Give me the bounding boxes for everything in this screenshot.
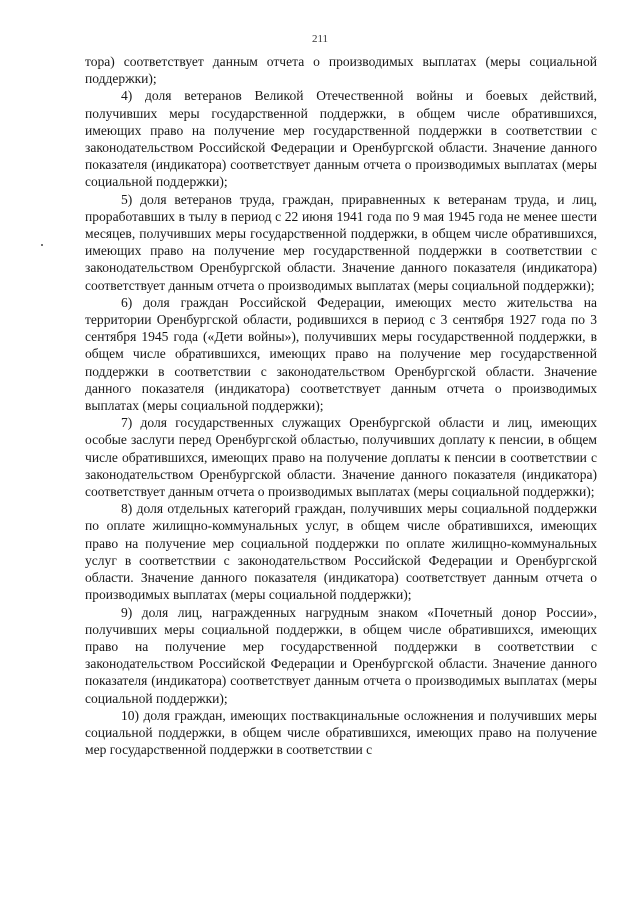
list-item-6: 6) доля граждан Российской Федерации, имеющих место жительства на территории Оренбургской области, родившихся в период с 3 сентября 1927 года по 3 сентября 1945 года («Дети войны»), получивших меры государственной поддержки, в общем числе обратившихся, имеющих право на получение мер государственной поддержки в соответствии с законодательством Оренбургской области. Значение данного показателя (индикатора) соответствует данным отчета о производимых выплатах (меры социальной поддержки); — [85, 294, 597, 414]
page-number: 211 — [311, 33, 329, 45]
list-item-5: 5) доля ветеранов труда, граждан, приравненных к ветеранам труда, и лиц, проработавших в тылу в период с 22 июня 1941 года по 9 мая 1945 года не менее шести месяцев, получивших меры государственной поддержки, в общем числе обратившихся, имеющих право на получение мер государственной поддержки в соответствии с законодательством Оренбургской области. Значение данного показателя (индикатора) соответствует данным отчета о производимых выплатах (меры социальной поддержки); — [85, 191, 597, 293]
stray-scan-mark — [41, 244, 43, 246]
document-body — [85, 53, 597, 758]
list-item-7: 7) доля государственных служащих Оренбургской области и лиц, имеющих особые заслуги перед Оренбургской областью, получивших доплату к пенсии, в общем числе обратившихся, имеющих право на получение доплаты к пенсии в соответствии с законодательством Оренбургской области. Значение данного показателя (индикатора) соответствует данным отчета о производимых выплатах (меры социальной поддержки); — [85, 415, 597, 500]
paragraph-continuation: тора) соответствует данным отчета о производимых выплатах (меры социальной поддержки); — [85, 54, 597, 87]
list-item-9: 9) доля лиц, награжденных нагрудным знаком «Почетный донор России», получивших меры социальной поддержки, в общем числе обратившихся, имеющих право на получение мер государственной поддержки в соответствии с законодательством Российской Федерации и Оренбургской области. Значение данного показателя (индикатора) соответствует данным отчета о производимых выплатах (меры социальной поддержки); — [85, 604, 597, 706]
list-item-4: 4) доля ветеранов Великой Отечественной войны и боевых действий, получивших меры государственной поддержки, в общем числе обратившихся, имеющих право на получение мер государственной поддержки в соответствии с законодательством Российской Федерации и Оренбургской области. Значение данного показателя (индикатора) соответствует данным отчета о производимых выплатах (меры социальной поддержки); — [85, 88, 597, 190]
list-item-10: 10) доля граждан, имеющих поствакцинальные осложнения и получивших меры социальной поддержки, в общем числе обратившихся, имеющих право на получение мер государственной поддержки в соответствии с — [85, 707, 597, 758]
list-item-8: 8) доля отдельных категорий граждан, получивших меры социальной поддержки по оплате жилищно-коммунальных услуг, в общем числе обратившихся, имеющих право на получение мер социальной поддержки по оплате жилищно-коммунальных услуг в соответствии с законодательством Российской Федерации и Оренбургской области. Значение данного показателя (индикатора) соответствует данным отчета о производимых выплатах (меры социальной поддержки); — [85, 501, 597, 603]
